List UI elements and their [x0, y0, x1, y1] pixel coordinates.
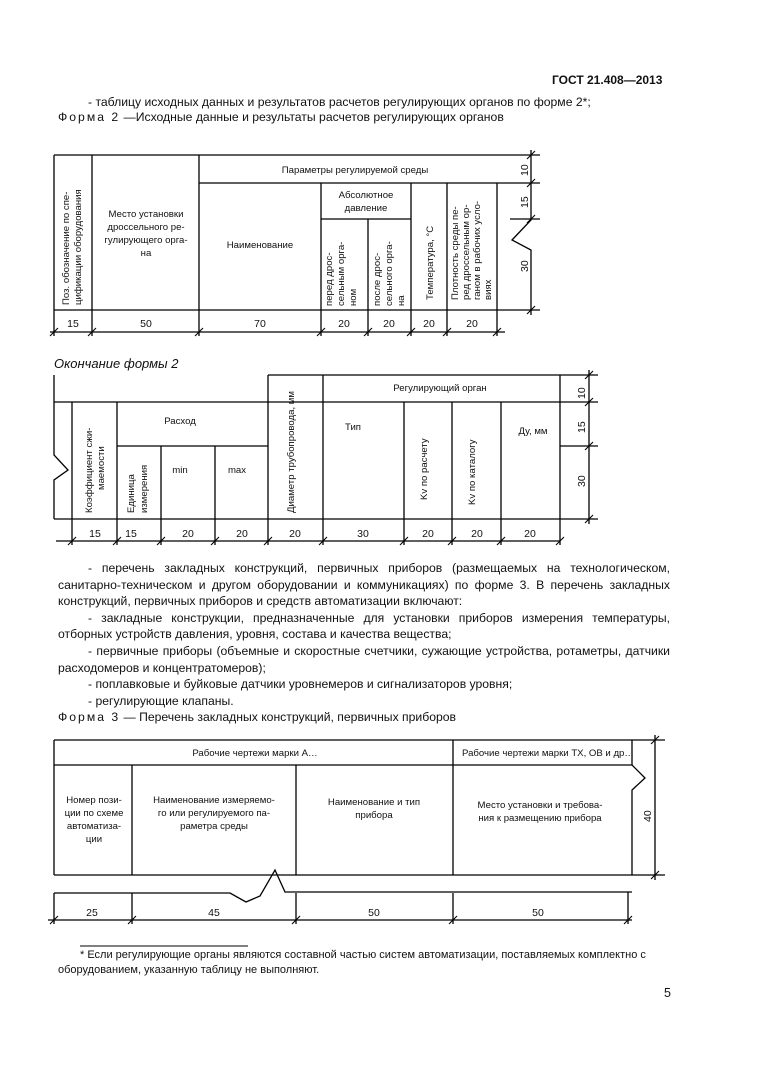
- form2-end-width: 15: [125, 528, 137, 540]
- form2-col-place-1: Место установки: [108, 209, 184, 220]
- form3-col-num-1: Номер пози-: [66, 795, 122, 806]
- form2-end-width: 20: [524, 528, 536, 540]
- intro-line: - таблицу исходных данных и результатов расчетов регулирующих органов по форме 2*;: [88, 95, 591, 109]
- form3-col-device-2: прибора: [355, 810, 393, 821]
- form3-title: — Перечень закладных конструкций, первичных приборов: [120, 710, 457, 724]
- form2-col-pos-2: цификации оборудования: [73, 189, 84, 305]
- form2-end-width: 20: [422, 528, 434, 540]
- form2-end-reg-header: Регулирующий орган: [393, 383, 487, 394]
- form2-col-before-3: ном: [348, 288, 359, 306]
- form2-word: Форма 2: [58, 110, 121, 124]
- form2-end-col-unit-2: измерения: [139, 464, 150, 513]
- form2-col-density-3: ганом в рабочих усло-: [472, 200, 483, 300]
- form3-width: 25: [86, 907, 98, 919]
- form3-col-place-1: Место установки и требова-: [477, 800, 603, 811]
- form2-end-width: 15: [89, 528, 101, 540]
- form2-end-width: 30: [357, 528, 369, 540]
- form2-col-place-3: гулирующего орга-: [104, 235, 188, 246]
- form2-end-col-kv-calc: Kv по расчету: [419, 438, 430, 500]
- form2-width: 15: [67, 318, 79, 330]
- list-item: - закладные конструкции, предназначенные для установки приборов измерения температуры, отборных устройств давления, уровня, состава и качества вещества;: [58, 610, 670, 642]
- form2-end-col-kv-cat: Kv по каталогу: [467, 439, 478, 505]
- form2-col-place-4: на: [140, 248, 152, 259]
- form2-width: 20: [423, 318, 435, 330]
- form3-dim-40: 40: [642, 810, 654, 822]
- form2-col-before-1: перед дрос-: [324, 252, 335, 306]
- form3-col-place-2: ния к размещению прибора: [478, 813, 602, 824]
- form3-col-param-2: го или регулируемого па-: [157, 808, 271, 819]
- form2-title: —Исходные данные и результаты расчетов регулирующих органов: [120, 110, 504, 124]
- form2-end-width: 20: [236, 528, 248, 540]
- form2-col-before-2: сельным орга-: [336, 241, 347, 306]
- form2-end-col-max: max: [227, 465, 247, 476]
- page-number: 5: [664, 986, 671, 1000]
- form2-abs-pressure-1: Абсолютное: [338, 190, 394, 201]
- form2-end-col-unit-1: Единица: [126, 474, 137, 513]
- form2-end-col-diam: Диаметр трубопровода, мм: [286, 391, 297, 513]
- form2-end-dim-15: 15: [576, 421, 588, 433]
- form2-col-name: Наименование: [226, 240, 294, 251]
- form2-params-header: Параметры регулируемой среды: [281, 165, 429, 176]
- form2-end-title: Окончание формы 2: [54, 356, 179, 371]
- form2-col-after-3: на: [396, 295, 407, 306]
- form2-col-density-2: ред дроссельным ор-: [461, 204, 472, 300]
- form3-group-a: Рабочие чертежи марки А…: [192, 748, 318, 759]
- form3-col-num-4: ции: [85, 834, 103, 845]
- form2-dim-10: 10: [519, 164, 531, 176]
- list-item: - поплавковые и буйковые датчики уровнемеров и сигнализаторов уровня;: [88, 677, 513, 692]
- form2-width: 50: [140, 318, 152, 330]
- form2-col-density-1: Плотность среды пе-: [450, 206, 461, 300]
- form3-col-num-3: автоматиза-: [66, 821, 122, 832]
- form2-dim-30: 30: [519, 260, 531, 272]
- footnote: * Если регулирующие органы являются составной частью систем автоматизации, поставляемых комплектно с оборудованием, указанную таблицу не выполняют.: [58, 949, 646, 976]
- body-p1: - перечень закладных конструкций, первичных приборов (размещаемых на технологическом, санитарно-техническом и другом оборудовании и коммуникациях) по форме 3. В перечень закладных конструкций, первичных приборов и средств автоматизации включают:: [58, 561, 670, 609]
- form2-end-col-coef-2: маемости: [96, 446, 107, 490]
- form2-end-flow-header: Расход: [164, 416, 196, 427]
- form2-width: 70: [254, 318, 266, 330]
- form2-end-width: 20: [471, 528, 483, 540]
- form3-col-param-1: Наименование измеряемо-: [153, 795, 275, 806]
- list-item: - регулирующие клапаны.: [88, 693, 234, 708]
- form2-col-place-2: дроссельного ре-: [107, 222, 185, 233]
- form3-col-param-3: раметра среды: [180, 821, 248, 832]
- form3-group-tx: Рабочие чертежи марки ТХ, ОВ и др…: [462, 748, 634, 759]
- form3-width: 50: [368, 907, 380, 919]
- list-item: - первичные приборы (объемные и скоростные счетчики, сужающие устройства, ротаметры, датчики расходомеров и концентратомеров);: [58, 643, 670, 675]
- form2-col-after-1: после дрос-: [372, 252, 383, 306]
- form2-width: 20: [383, 318, 395, 330]
- form2-end-col-type: Тип: [345, 422, 361, 433]
- form2-end-width: 20: [289, 528, 301, 540]
- form2-col-pos-1: Поз. обозначение по спе-: [61, 191, 72, 305]
- body-paragraph: [58, 560, 670, 709]
- form2-dim-15: 15: [519, 196, 531, 208]
- form3-word: Форма 3: [58, 710, 121, 724]
- form2-abs-pressure-2: давление: [344, 203, 388, 214]
- form2-col-density-4: виях: [483, 279, 494, 300]
- form3-col-device-1: Наименование и тип: [327, 797, 421, 808]
- form2-width: 20: [466, 318, 478, 330]
- form2-end-dim-30: 30: [576, 475, 588, 487]
- form2-end-col-coef-1: Коэффициент сжи-: [84, 427, 95, 513]
- form2-end-width: 20: [182, 528, 194, 540]
- form2-width: 20: [338, 318, 350, 330]
- form3-width: 50: [532, 907, 544, 919]
- form2-end-col-du: Ду, мм: [518, 426, 548, 437]
- form3-caption: [58, 710, 456, 724]
- form2-col-after-2: сельного орга-: [384, 241, 395, 306]
- form3-width: 45: [208, 907, 220, 919]
- form2-end-col-min: min: [172, 465, 188, 476]
- form2-end-dim-10: 10: [576, 387, 588, 399]
- document-header: ГОСТ 21.408—2013: [552, 73, 663, 87]
- form3-col-num-2: ции по схеме: [64, 808, 124, 819]
- form2-col-temp: Температура, °С: [425, 225, 436, 300]
